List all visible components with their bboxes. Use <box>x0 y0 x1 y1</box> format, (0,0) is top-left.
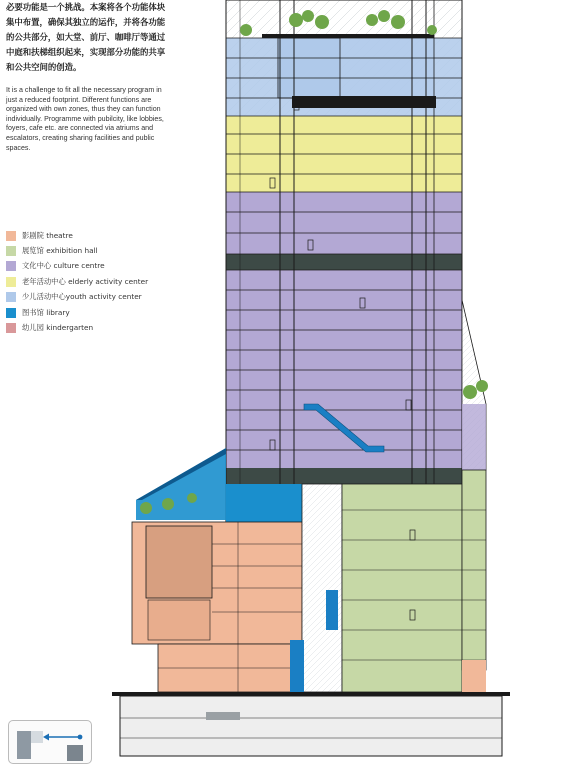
legend-label-exhibition: 展览馆 exhibition hall <box>22 246 98 256</box>
mechanical-band-lower <box>226 468 486 484</box>
legend-label-kindergarten: 幼儿园 kindergarten <box>22 323 94 333</box>
atrium-lift <box>290 640 304 692</box>
right-culture-annex <box>462 404 486 470</box>
theatre-auditorium <box>148 600 210 640</box>
zone-kindergarten-edge <box>462 660 486 692</box>
legend-label-library: 图书馆 library <box>22 307 70 317</box>
legend-label-youth: 少儿活动中心youth activity center <box>22 292 142 302</box>
ground-slab <box>112 692 510 696</box>
roof-slab <box>262 34 434 38</box>
atrium-escalator <box>326 590 338 630</box>
intro-chinese: 必要功能是一个挑战。本案将各个功能体块集中布置，确保其独立的运作，并将各功能的公共部分，如大堂、前厅、咖啡厅等通过中庭和扶梯组织起来，实现部分功能的共享和公共空间的创造。 <box>6 2 166 72</box>
legend-label-elderly: 老年活动中心 elderly activity center <box>22 276 149 286</box>
central-atrium <box>302 484 342 692</box>
basement-car <box>206 712 240 720</box>
zone-library <box>226 484 302 526</box>
mechanical-band-upper <box>226 254 462 270</box>
intro-english: It is a challenge to fit all the necessary program in just a reduced footprint. Different functions are organized with own zones, thus they can function individually. Programme with pubilcity, like lobbies, foyers, cafe etc. are connected via atriums and escalators, creating sharing facilities and public spaces. <box>6 86 164 152</box>
theatre-stage-house <box>146 526 212 598</box>
legend-label-theatre: 影剧院 theatre <box>22 230 73 240</box>
tower-floors <box>226 38 486 484</box>
basement <box>120 696 502 756</box>
legend-label-culture: 文化中心 culture centre <box>22 261 105 271</box>
zone-culture-lower <box>226 270 462 468</box>
zone-exhibition <box>342 484 462 692</box>
zone-culture-upper <box>226 192 462 254</box>
